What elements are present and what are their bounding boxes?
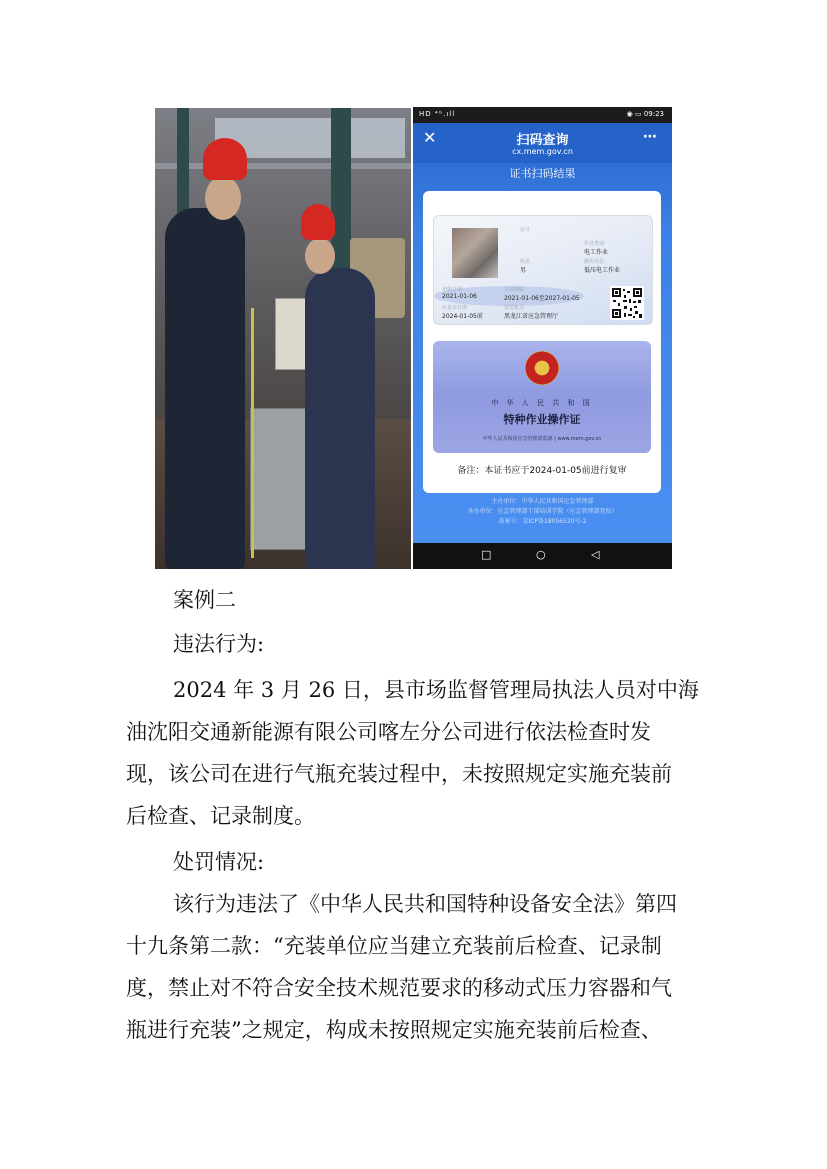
holder-photo-blurred — [452, 228, 498, 278]
paragraph-line: 现，该公司在进行气瓶充装过程中，未按照规定实施充装前 — [126, 762, 672, 786]
worker-left — [165, 208, 245, 569]
section-title-violation: 违法行为: — [173, 632, 265, 656]
result-title: 证书扫码结果 — [509, 167, 576, 180]
label-issuer: 签发机关 — [504, 305, 525, 311]
section-title-penalty: 处罚情况: — [173, 850, 265, 874]
cert-category: 电工作业 — [584, 249, 609, 256]
time-battery: ◉ ▭ 09:23 — [626, 110, 664, 118]
paragraph-line: 油沈阳交通新能源有限公司喀左分公司进行依法检查时发 — [126, 720, 651, 744]
red-helmet-icon — [203, 138, 247, 180]
label-valid-period: 有效期限 — [504, 287, 525, 293]
more-icon[interactable]: ⋯ — [643, 129, 658, 145]
roof-beam — [155, 163, 411, 169]
cert-valid-period: 2021-01-06至2027-01-05 — [504, 295, 580, 302]
footer-organizer: 承办单位：应急管理部干部培训学院（应急管理部党校） — [467, 508, 618, 515]
cover-issuer: 中华人民共和国应急管理部监制 | www.mem.gov.cn — [482, 436, 602, 442]
red-helmet-icon — [301, 204, 335, 240]
cert-first-date: 2021-01-06 — [442, 293, 477, 300]
review-remark: 备注：本证书应于2024-01-05前进行复审 — [457, 466, 627, 476]
label-cert-no: 证号 — [520, 227, 531, 233]
worker-right-face — [305, 238, 335, 274]
certificate-card — [433, 215, 653, 325]
paragraph-line: 瓶进行充装”之规定，构成未按照规定实施充装前后检查、 — [126, 1018, 662, 1042]
signal-icon: HD ⁴ᴳ.ıll — [419, 110, 456, 118]
paragraph-line: 2024 年 3 月 26 日，县市场监督管理局执法人员对中海 — [173, 678, 699, 702]
label-name: 姓名 — [520, 259, 531, 265]
paragraph-line: 后检查、记录制度。 — [126, 804, 315, 828]
app-url: cx.mem.gov.cn — [512, 147, 573, 156]
app-bar — [413, 123, 672, 163]
cable — [251, 308, 254, 558]
paragraph-line: 该行为违法了《中华人民共和国特种设备安全法》第四 — [173, 892, 677, 916]
paragraph-line: 十九条第二款：“充装单位应当建立充装前后检查、记录制 — [126, 934, 662, 958]
cover-country: 中 华 人 民 共 和 国 — [491, 399, 593, 407]
cert-gender: 男 — [520, 267, 527, 274]
national-emblem-icon — [525, 351, 559, 385]
inspection-photo — [155, 108, 411, 569]
footer-sponsor: 主办单位：中华人民共和国应急管理部 — [491, 498, 594, 505]
recent-apps-icon[interactable]: □ — [481, 548, 492, 561]
qr-code-icon — [610, 286, 644, 320]
worker-right — [305, 268, 375, 569]
case-title: 案例二 — [173, 588, 236, 612]
label-review-date: 应复审日期 — [442, 305, 468, 311]
app-title: 扫码查询 — [516, 133, 569, 148]
certificate-query-screenshot — [413, 107, 672, 569]
paragraph-line: 度，禁止对不符合安全技术规范要求的移动式压力容器和气 — [126, 976, 672, 1000]
cover-title: 特种作业操作证 — [503, 413, 581, 426]
gas-cylinder-rack — [250, 408, 312, 550]
label-project: 操作项目 — [584, 259, 605, 265]
worker-left-face — [205, 176, 241, 220]
android-nav-bar — [413, 543, 672, 569]
close-icon[interactable]: ✕ — [423, 128, 437, 147]
status-bar — [413, 107, 672, 123]
cert-project: 低压电工作业 — [584, 267, 621, 274]
result-card — [423, 191, 661, 493]
footer-icp: 备案号：京ICP备18056520号-2 — [498, 518, 587, 525]
operation-certificate-cover — [433, 341, 651, 453]
cert-review-date: 2024-01-05前 — [442, 313, 483, 320]
label-category: 作业类别 — [584, 241, 605, 247]
label-first-date: 初领日期 — [442, 287, 463, 293]
cert-issuer: 黑龙江省应急管理厅 — [504, 313, 559, 320]
back-icon[interactable]: ◁ — [591, 548, 600, 561]
home-icon[interactable]: ○ — [536, 548, 546, 561]
